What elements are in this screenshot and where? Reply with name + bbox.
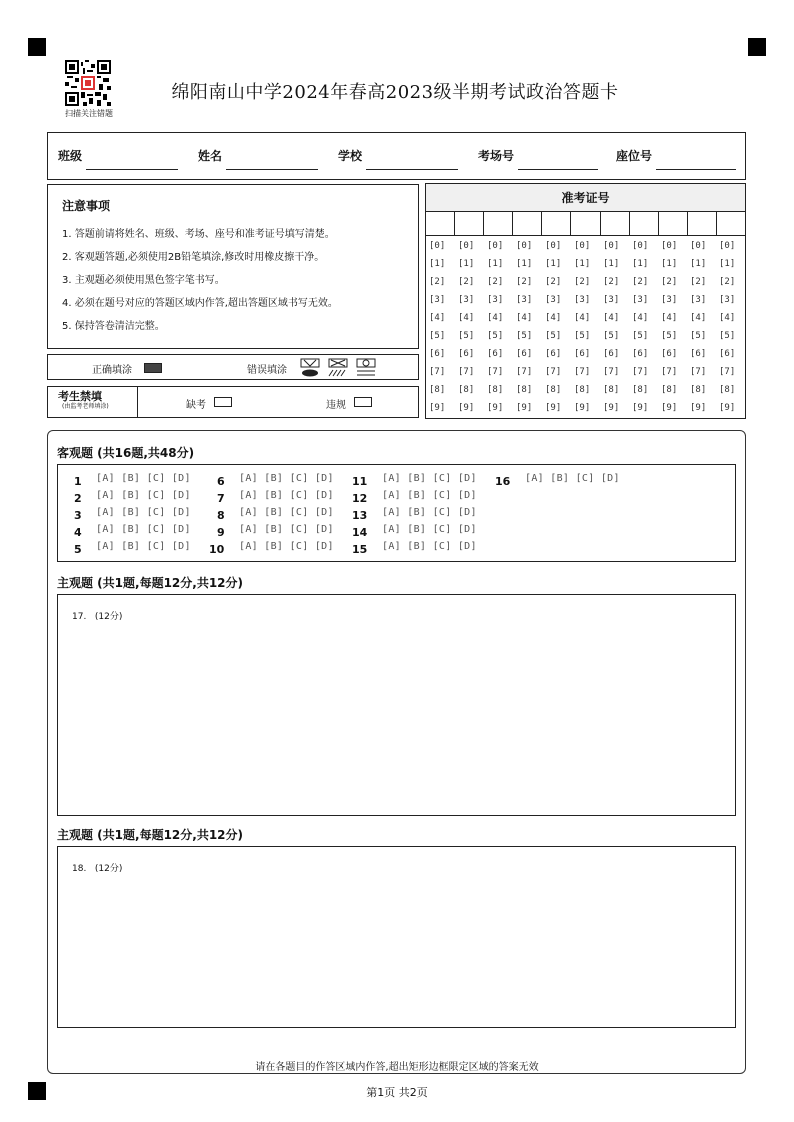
objective-answer-box bbox=[57, 464, 736, 562]
answer-options-bubbles[interactable]: [A] [B] [C] [D] bbox=[382, 524, 477, 535]
correct-fill-sample bbox=[144, 363, 162, 373]
exam-id-digit-bubble[interactable]: [1] bbox=[429, 259, 446, 269]
page-number: 第1页 共2页 bbox=[366, 1086, 428, 1099]
exam-id-write-cell[interactable] bbox=[571, 212, 600, 235]
exam-id-digit-bubble[interactable]: [8] bbox=[516, 385, 533, 395]
exam-id-digit-bubble[interactable]: [8] bbox=[429, 385, 446, 395]
question-17-number: 17. bbox=[72, 612, 87, 622]
exam-id-digit-bubble[interactable]: [9] bbox=[690, 403, 707, 413]
exam-id-write-cell[interactable] bbox=[455, 212, 484, 235]
exam-id-digit-bubble[interactable]: [1] bbox=[458, 259, 475, 269]
answer-box-17[interactable] bbox=[57, 594, 736, 816]
exam-id-digit-bubble[interactable]: [6] bbox=[690, 349, 707, 359]
exam-id-digit-bubble[interactable]: [3] bbox=[429, 295, 446, 305]
class-field[interactable] bbox=[86, 169, 178, 170]
question-number: 4 bbox=[74, 526, 82, 539]
exam-id-digit-bubble[interactable]: [5] bbox=[719, 331, 736, 341]
exam-id-digit-bubble[interactable]: [2] bbox=[632, 277, 649, 287]
question-number: 3 bbox=[74, 509, 82, 522]
objective-section-title: 客观题 (共16题,共48分) bbox=[57, 446, 195, 460]
exam-id-digit-bubble[interactable]: [3] bbox=[487, 295, 504, 305]
answer-options-bubbles[interactable]: [A] [B] [C] [D] bbox=[96, 473, 191, 484]
exam-id-digit-bubble[interactable]: [3] bbox=[661, 295, 678, 305]
exam-id-digit-bubble[interactable]: [6] bbox=[487, 349, 504, 359]
class-label: 班级 bbox=[58, 149, 83, 163]
exam-id-write-cell[interactable] bbox=[630, 212, 659, 235]
exam-id-digit-bubble[interactable]: [4] bbox=[661, 313, 678, 323]
exam-id-digit-bubble[interactable]: [4] bbox=[574, 313, 591, 323]
proctor-only-title: 考生禁填 bbox=[58, 390, 102, 403]
exam-id-digit-bubble[interactable]: [7] bbox=[429, 367, 446, 377]
question-number: 1 bbox=[74, 475, 82, 488]
exam-id-write-cell[interactable] bbox=[717, 212, 745, 235]
student-info-row bbox=[47, 132, 746, 180]
question-number: 16 bbox=[495, 475, 511, 488]
notice-item: 4. 必须在题号对应的答题区域内作答,超出答题区域书写无效。 bbox=[62, 298, 338, 309]
exam-id-digit-bubble[interactable]: [6] bbox=[574, 349, 591, 359]
exam-id-digit-bubble[interactable]: [8] bbox=[574, 385, 591, 395]
exam-id-digit-bubble[interactable]: [5] bbox=[458, 331, 475, 341]
seat-field[interactable] bbox=[656, 169, 736, 170]
exam-id-digit-bubble[interactable]: [0] bbox=[545, 241, 562, 251]
alignment-marker-top-left bbox=[28, 38, 46, 56]
exam-id-digit-bubble[interactable]: [1] bbox=[545, 259, 562, 269]
exam-id-write-cell[interactable] bbox=[484, 212, 513, 235]
answer-options-bubbles[interactable]: [A] [B] [C] [D] bbox=[96, 507, 191, 518]
footer-note: 请在各题目的作答区域内作答,超出矩形边框限定区域的答案无效 bbox=[255, 1062, 539, 1073]
exam-id-digit-bubble[interactable]: [4] bbox=[545, 313, 562, 323]
exam-id-digit-bubble[interactable]: [9] bbox=[719, 403, 736, 413]
answer-options-bubbles[interactable]: [A] [B] [C] [D] bbox=[382, 490, 477, 501]
exam-id-digit-bubble[interactable]: [9] bbox=[516, 403, 533, 413]
exam-id-digit-bubble[interactable]: [0] bbox=[487, 241, 504, 251]
exam-id-digit-bubble[interactable]: [0] bbox=[458, 241, 475, 251]
exam-id-digit-bubble[interactable]: [7] bbox=[516, 367, 533, 377]
exam-id-digit-bubble[interactable]: [7] bbox=[632, 367, 649, 377]
answer-options-bubbles[interactable]: [A] [B] [C] [D] bbox=[96, 524, 191, 535]
question-18-number: 18. bbox=[72, 864, 87, 874]
name-field[interactable] bbox=[226, 169, 318, 170]
exam-id-digit-bubble[interactable]: [4] bbox=[487, 313, 504, 323]
wrong-fill-samples-icon bbox=[300, 358, 380, 378]
exam-id-digit-bubble[interactable]: [6] bbox=[429, 349, 446, 359]
question-number: 11 bbox=[352, 475, 368, 488]
answer-options-bubbles[interactable]: [A] [B] [C] [D] bbox=[96, 490, 191, 501]
exam-id-digit-bubble[interactable]: [0] bbox=[719, 241, 736, 251]
exam-id-title: 准考证号 bbox=[426, 184, 745, 212]
question-number: 15 bbox=[352, 543, 368, 556]
answer-box-18[interactable] bbox=[57, 846, 736, 1028]
exam-id-digit-bubble[interactable]: [1] bbox=[690, 259, 707, 269]
notice-item: 2. 客观题答题,必须使用2B铅笔填涂,修改时用橡皮擦干净。 bbox=[62, 252, 325, 263]
exam-id-digit-bubble[interactable]: [5] bbox=[661, 331, 678, 341]
school-field[interactable] bbox=[366, 169, 458, 170]
exam-id-digit-bubble[interactable]: [1] bbox=[603, 259, 620, 269]
answer-options-bubbles[interactable]: [A] [B] [C] [D] bbox=[382, 473, 477, 484]
exam-id-digit-bubble[interactable]: [3] bbox=[516, 295, 533, 305]
exam-id-digit-bubble[interactable]: [3] bbox=[690, 295, 707, 305]
exam-id-digit-bubble[interactable]: [7] bbox=[458, 367, 475, 377]
qr-caption: 扫描关注错题 bbox=[65, 109, 113, 118]
notice-item: 3. 主观题必须使用黑色签字笔书写。 bbox=[62, 275, 225, 286]
exam-id-digit-bubble[interactable]: [9] bbox=[458, 403, 475, 413]
subjective-section-title-18: 主观题 (共1题,每题12分,共12分) bbox=[57, 828, 244, 842]
answer-options-bubbles[interactable]: [A] [B] [C] [D] bbox=[239, 490, 334, 501]
answer-options-bubbles[interactable]: [A] [B] [C] [D] bbox=[239, 473, 334, 484]
exam-id-digit-bubble[interactable]: [9] bbox=[545, 403, 562, 413]
exam-room-field[interactable] bbox=[518, 169, 598, 170]
exam-id-digit-bubble[interactable]: [8] bbox=[661, 385, 678, 395]
exam-id-digit-bubble[interactable]: [4] bbox=[516, 313, 533, 323]
exam-id-digit-bubble[interactable]: [5] bbox=[690, 331, 707, 341]
exam-id-digit-bubble[interactable]: [9] bbox=[487, 403, 504, 413]
exam-id-digit-bubble[interactable]: [4] bbox=[690, 313, 707, 323]
exam-id-digit-bubble[interactable]: [0] bbox=[516, 241, 533, 251]
exam-id-digit-bubble[interactable]: [8] bbox=[719, 385, 736, 395]
question-number: 7 bbox=[217, 492, 225, 505]
exam-id-digit-bubble[interactable]: [6] bbox=[516, 349, 533, 359]
question-number: 5 bbox=[74, 543, 82, 556]
answer-options-bubbles[interactable]: [A] [B] [C] [D] bbox=[382, 507, 477, 518]
exam-id-digit-bubble[interactable]: [8] bbox=[690, 385, 707, 395]
question-number: 9 bbox=[217, 526, 225, 539]
answer-options-bubbles[interactable]: [A] [B] [C] [D] bbox=[239, 507, 334, 518]
exam-id-digit-bubble[interactable]: [9] bbox=[603, 403, 620, 413]
exam-id-digit-bubble[interactable]: [6] bbox=[603, 349, 620, 359]
exam-id-digit-bubble[interactable]: [5] bbox=[603, 331, 620, 341]
exam-id-digit-bubble[interactable]: [2] bbox=[719, 277, 736, 287]
exam-id-digit-bubble[interactable]: [5] bbox=[574, 331, 591, 341]
question-18-label bbox=[72, 861, 122, 874]
name-label: 姓名 bbox=[198, 149, 223, 163]
exam-id-digit-bubble[interactable]: [9] bbox=[632, 403, 649, 413]
exam-id-digit-bubble[interactable]: [3] bbox=[545, 295, 562, 305]
exam-id-digit-bubble[interactable]: [3] bbox=[603, 295, 620, 305]
exam-id-digit-bubble[interactable]: [2] bbox=[458, 277, 475, 287]
proctor-only-note: (由监考老师填涂) bbox=[62, 403, 109, 410]
alignment-marker-bottom-left bbox=[28, 1082, 46, 1100]
seat-label: 座位号 bbox=[616, 149, 653, 163]
exam-id-digit-bubble[interactable]: [0] bbox=[429, 241, 446, 251]
exam-id-digit-bubble[interactable]: [1] bbox=[719, 259, 736, 269]
exam-room-label: 考场号 bbox=[478, 149, 515, 163]
exam-id-digit-bubble[interactable]: [6] bbox=[545, 349, 562, 359]
exam-id-digit-bubble[interactable]: [3] bbox=[574, 295, 591, 305]
question-17-score: (12分) bbox=[94, 612, 123, 622]
exam-id-digit-bubble[interactable]: [5] bbox=[516, 331, 533, 341]
notice-item: 5. 保持答卷清洁完整。 bbox=[62, 321, 165, 332]
exam-id-write-cell[interactable] bbox=[601, 212, 630, 235]
alignment-marker-top-right bbox=[748, 38, 766, 56]
answer-options-bubbles[interactable]: [A] [B] [C] [D] bbox=[96, 541, 191, 552]
exam-id-digit-bubble[interactable]: [3] bbox=[719, 295, 736, 305]
answer-options-bubbles[interactable]: [A] [B] [C] [D] bbox=[239, 524, 334, 535]
question-number: 12 bbox=[352, 492, 368, 505]
exam-id-digit-bubble[interactable]: [0] bbox=[690, 241, 707, 251]
exam-id-digit-bubble[interactable]: [1] bbox=[487, 259, 504, 269]
exam-id-digit-bubble[interactable]: [4] bbox=[719, 313, 736, 323]
exam-id-grid bbox=[425, 183, 746, 419]
exam-id-digit-bubble[interactable]: [5] bbox=[487, 331, 504, 341]
exam-id-digit-bubble[interactable]: [3] bbox=[632, 295, 649, 305]
exam-id-digit-bubble[interactable]: [5] bbox=[429, 331, 446, 341]
exam-id-digit-bubble[interactable]: [1] bbox=[516, 259, 533, 269]
exam-id-digit-bubble[interactable]: [8] bbox=[603, 385, 620, 395]
violation-checkbox[interactable] bbox=[354, 397, 372, 407]
exam-id-digit-bubble[interactable]: [2] bbox=[661, 277, 678, 287]
wrong-fill-label: 错误填涂 bbox=[247, 365, 287, 376]
exam-id-digit-bubble[interactable]: [4] bbox=[429, 313, 446, 323]
exam-id-digit-bubble[interactable]: [7] bbox=[574, 367, 591, 377]
exam-id-digit-bubble[interactable]: [2] bbox=[429, 277, 446, 287]
exam-id-digit-bubble[interactable]: [7] bbox=[661, 367, 678, 377]
exam-id-digit-bubble[interactable]: [6] bbox=[661, 349, 678, 359]
qr-code-icon bbox=[65, 60, 111, 106]
exam-id-digit-bubble[interactable]: [8] bbox=[458, 385, 475, 395]
notice-box bbox=[47, 184, 419, 349]
exam-id-digit-bubble[interactable]: [0] bbox=[574, 241, 591, 251]
exam-id-digit-bubble[interactable]: [4] bbox=[632, 313, 649, 323]
exam-id-digit-bubble[interactable]: [8] bbox=[487, 385, 504, 395]
question-number: 6 bbox=[217, 475, 225, 488]
exam-id-digit-bubble[interactable]: [4] bbox=[458, 313, 475, 323]
exam-id-digit-bubble[interactable]: [0] bbox=[632, 241, 649, 251]
question-number: 13 bbox=[352, 509, 368, 522]
exam-id-digit-bubble[interactable]: [7] bbox=[487, 367, 504, 377]
exam-id-digit-bubble[interactable]: [2] bbox=[690, 277, 707, 287]
answer-options-bubbles[interactable]: [A] [B] [C] [D] bbox=[382, 541, 477, 552]
absent-label: 缺考 bbox=[186, 400, 206, 411]
exam-id-digit-bubble[interactable]: [9] bbox=[574, 403, 591, 413]
exam-id-digit-bubble[interactable]: [5] bbox=[545, 331, 562, 341]
answer-options-bubbles[interactable]: [A] [B] [C] [D] bbox=[239, 541, 334, 552]
question-number: 2 bbox=[74, 492, 82, 505]
absent-checkbox[interactable] bbox=[214, 397, 232, 407]
exam-id-write-cell[interactable] bbox=[513, 212, 542, 235]
exam-id-digit-bubble[interactable]: [0] bbox=[661, 241, 678, 251]
page-title: 绵阳南山中学2024年春高2023级半期考试政治答题卡 bbox=[171, 82, 619, 103]
exam-id-digit-bubble[interactable]: [3] bbox=[458, 295, 475, 305]
exam-id-digit-bubble[interactable]: [9] bbox=[661, 403, 678, 413]
exam-id-write-cell[interactable] bbox=[542, 212, 571, 235]
question-18-score: (12分) bbox=[94, 864, 123, 874]
exam-id-digit-bubble[interactable]: [2] bbox=[603, 277, 620, 287]
question-17-label bbox=[72, 609, 122, 622]
exam-id-digit-bubble[interactable]: [9] bbox=[429, 403, 446, 413]
exam-id-digit-bubble[interactable]: [2] bbox=[516, 277, 533, 287]
exam-id-write-cells bbox=[426, 212, 745, 236]
exam-id-digit-bubble[interactable]: [2] bbox=[574, 277, 591, 287]
exam-id-digit-bubble[interactable]: [7] bbox=[719, 367, 736, 377]
exam-id-write-cell[interactable] bbox=[426, 212, 455, 235]
exam-id-digit-bubble[interactable]: [8] bbox=[545, 385, 562, 395]
exam-id-digit-bubble[interactable]: [0] bbox=[603, 241, 620, 251]
exam-id-digit-bubble[interactable]: [6] bbox=[632, 349, 649, 359]
exam-id-digit-bubble[interactable]: [6] bbox=[458, 349, 475, 359]
exam-id-digit-bubble[interactable]: [7] bbox=[545, 367, 562, 377]
exam-id-digit-bubble[interactable]: [1] bbox=[632, 259, 649, 269]
answer-options-bubbles[interactable]: [A] [B] [C] [D] bbox=[525, 473, 620, 484]
exam-id-write-cell[interactable] bbox=[688, 212, 717, 235]
notice-title: 注意事项 bbox=[62, 199, 111, 213]
correct-fill-label: 正确填涂 bbox=[92, 365, 132, 376]
exam-id-digit-bubble[interactable]: [1] bbox=[574, 259, 591, 269]
notice-item: 1. 答题前请将姓名、班级、考场、座号和准考证号填写清楚。 bbox=[62, 229, 335, 240]
fill-example-row bbox=[47, 354, 419, 380]
absent-violation-row bbox=[47, 386, 419, 418]
proctor-only-cell bbox=[48, 387, 138, 417]
subjective-section-title-17: 主观题 (共1题,每题12分,共12分) bbox=[57, 576, 244, 590]
question-number: 10 bbox=[209, 543, 225, 556]
exam-id-digit-bubble[interactable]: [2] bbox=[487, 277, 504, 287]
exam-id-digit-bubble[interactable]: [7] bbox=[690, 367, 707, 377]
school-label: 学校 bbox=[338, 149, 363, 163]
exam-id-digit-bubble[interactable]: [5] bbox=[632, 331, 649, 341]
exam-id-digit-bubble[interactable]: [8] bbox=[632, 385, 649, 395]
exam-id-digit-bubble[interactable]: [4] bbox=[603, 313, 620, 323]
question-number: 8 bbox=[217, 509, 225, 522]
violation-label: 违规 bbox=[326, 400, 346, 411]
exam-id-digit-bubble[interactable]: [2] bbox=[545, 277, 562, 287]
exam-id-digit-bubble[interactable]: [6] bbox=[719, 349, 736, 359]
exam-id-write-cell[interactable] bbox=[659, 212, 688, 235]
question-number: 14 bbox=[352, 526, 368, 539]
exam-id-digit-bubble[interactable]: [7] bbox=[603, 367, 620, 377]
exam-id-digit-bubble[interactable]: [1] bbox=[661, 259, 678, 269]
